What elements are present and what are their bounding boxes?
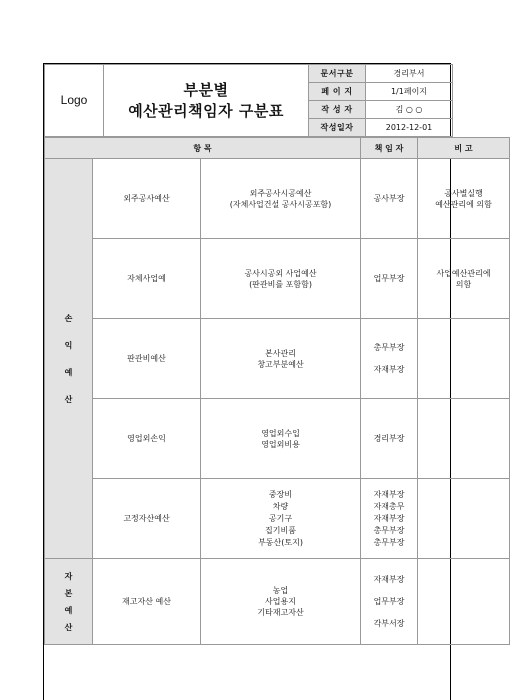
row-owner [361,319,418,399]
note-line: 공사별실행 [444,188,483,198]
group-char: 손 [64,313,73,323]
row-detail [201,239,361,319]
owner-line [361,585,417,596]
detail-line: 부동산(토지) [258,537,303,547]
row-detail [201,159,361,239]
group-char: 익 [64,340,73,350]
owner-line: 총무부장 [373,343,405,352]
row-category: 외주공사예산 [93,159,201,239]
detail-line: 본사관리 [265,348,296,358]
table-row [45,319,510,399]
table-row [45,399,510,479]
row-note [418,559,510,645]
row-note [418,319,510,399]
group-char: 산 [64,394,73,404]
group-label-capital [45,559,93,645]
detail-line: 영업외비용 [261,439,300,449]
owner-line: 총무부장 [373,525,405,535]
meta-label-date: 작성일자 [309,119,366,137]
meta-value-date: 2012-12-01 [366,119,453,137]
meta-value-author: 김 ○ ○ [366,101,453,119]
title-line-2: 예산관리책임자 구분표 [128,101,284,120]
meta-value-page: 1/1페이지 [366,83,453,101]
row-owner [361,479,418,559]
document-page [43,63,492,700]
row-detail [201,319,361,399]
header-table [44,64,453,137]
detail-line: 영업외수입 [261,428,300,438]
owner-line: 경리부장 [373,434,405,443]
owner-line: 업무부장 [373,597,405,606]
note-line: 사업예산관리에 [436,268,491,278]
table-row [45,159,510,239]
group-char: 예 [64,367,73,377]
row-category: 자체사업예 [93,239,201,319]
owner-line: 자재총무 [373,501,405,511]
row-category: 판관비예산 [93,319,201,399]
meta-value-doctype: 경리부서 [366,65,453,83]
owner-line [361,353,417,364]
detail-line: (자체사업건설 공사시공포함) [229,199,332,209]
detail-line: 공사시공외 사업예산 [244,268,317,278]
group-char: 예 [64,605,73,615]
note-line: 예산관리에 의함 [435,199,492,209]
meta-label-doctype: 문서구분 [309,65,366,83]
row-detail [201,399,361,479]
row-owner [361,159,418,239]
detail-line: 집기비품 [265,525,296,535]
group-char: 본 [64,588,73,598]
owner-line: 총무부장 [373,537,405,547]
row-owner [361,239,418,319]
row-note [418,159,510,239]
row-detail [201,479,361,559]
owner-line: 공사부장 [373,194,405,203]
group-char: 산 [64,622,73,632]
row-detail [201,559,361,645]
column-header-row [45,138,510,159]
row-category: 재고자산 예산 [93,559,201,645]
owner-line: 자재부장 [373,513,405,523]
detail-line: 차량 [272,501,289,511]
table-row [45,239,510,319]
detail-line: 중장비 [268,489,293,499]
column-header-note: 비 고 [418,138,510,159]
column-header-owner: 책 임 자 [361,138,418,159]
row-note [418,479,510,559]
table-row [45,559,510,645]
table-row [45,479,510,559]
detail-line: (판관비를 포함함) [249,279,312,289]
owner-line: 자재부장 [373,365,405,374]
group-char: 자 [64,571,73,581]
row-owner [361,559,418,645]
page-title [104,65,309,137]
row-note [418,399,510,479]
meta-label-page: 페 이 지 [309,83,366,101]
detail-line: 창고부분예산 [257,359,304,369]
group-label-profit-loss [45,159,93,559]
meta-label-author: 작 성 자 [309,101,366,119]
owner-line: 자재부장 [373,489,405,499]
owner-line [361,607,417,618]
detail-line: 농업 [272,586,289,595]
title-line-1: 부분별 [183,80,229,99]
owner-line: 업무부장 [373,274,405,283]
owner-line: 자재부장 [373,575,405,584]
detail-line: 외주공사시공예산 [249,188,312,198]
owner-line: 각부서장 [373,619,405,628]
detail-line: 공기구 [268,513,293,523]
detail-line: 사업용지 [265,597,296,606]
row-owner [361,399,418,479]
logo: Logo [45,65,104,137]
detail-line: 기타재고자산 [257,608,304,617]
row-category: 고정자산예산 [93,479,201,559]
row-category: 영업외손익 [93,399,201,479]
column-header-item: 항 목 [45,138,361,159]
budget-table [44,137,510,645]
row-note [418,239,510,319]
note-line: 의함 [455,279,472,289]
